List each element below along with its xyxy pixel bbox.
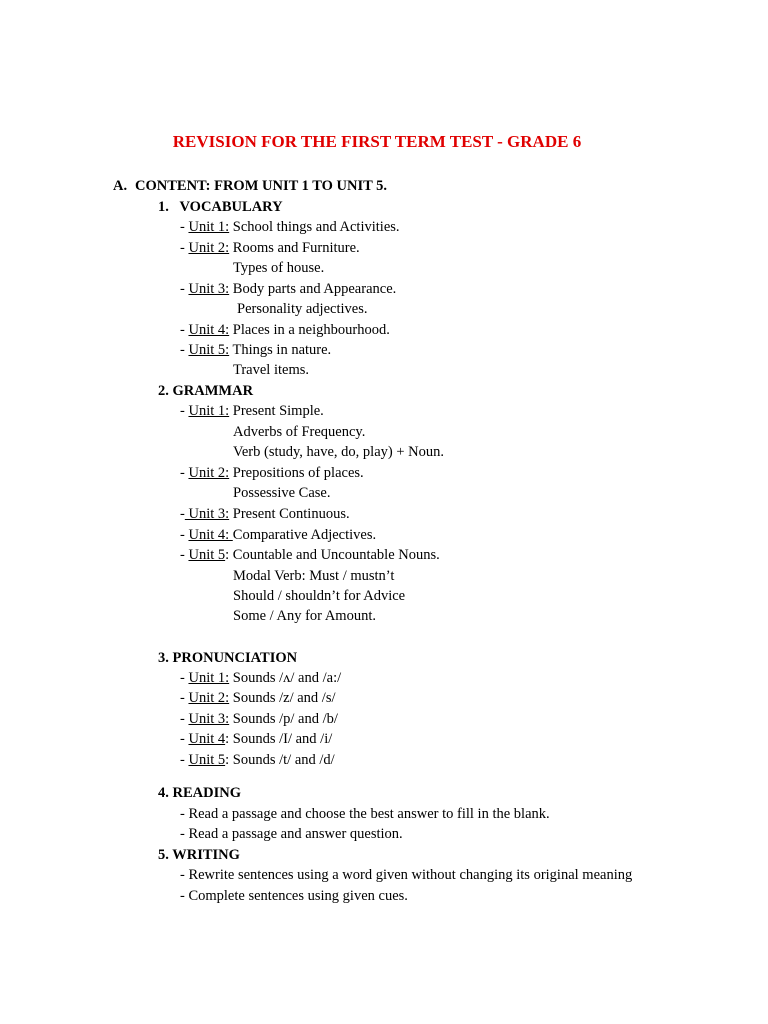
vocab-unit-3-cont-1: Personality adjectives.: [237, 301, 368, 317]
grammar-unit-5-cont-2: Should / shouldn’t for Advice: [233, 588, 406, 604]
grammar-unit-4-label: Unit 4:: [188, 527, 233, 543]
writing-heading: 5. WRITING: [158, 847, 240, 863]
vocab-unit-2-line: - Unit 2: Rooms and Furniture.: [180, 240, 360, 256]
section-a-heading: CONTENT: FROM UNIT 1 TO UNIT 5.: [135, 178, 388, 194]
vocab-unit-5-line: - Unit 5: Things in nature.: [180, 342, 332, 358]
vocabulary-heading: 1. VOCABULARY: [158, 199, 283, 215]
pron-unit-4-label: Unit 4: [188, 731, 226, 747]
pron-unit-3-line: - Unit 3: Sounds /p/ and /b/: [180, 711, 338, 727]
grammar-unit-4-line: - Unit 4: Comparative Adjectives.: [180, 527, 377, 543]
writing-item-2: - Complete sentences using given cues.: [180, 888, 408, 904]
section-a-marker: A.: [113, 178, 128, 194]
grammar-unit-2-label: Unit 2:: [188, 465, 230, 481]
grammar-unit-1-label: Unit 1:: [188, 403, 230, 419]
grammar-unit-1-cont-2: Verb (study, have, do, play) + Noun.: [233, 444, 445, 460]
vocab-unit-3-line: - Unit 3: Body parts and Appearance.: [180, 281, 397, 297]
grammar-unit-2-cont-1: Possessive Case.: [233, 485, 331, 501]
reading-item-2: - Read a passage and answer question.: [180, 826, 403, 842]
writing-item-1: - Rewrite sentences using a word given without changing its original meaning: [180, 867, 633, 883]
pron-unit-1-line: - Unit 1: Sounds /ʌ/ and /a:/: [180, 670, 342, 686]
vocab-unit-1-label: Unit 1:: [188, 219, 230, 235]
vocab-unit-4-line: - Unit 4: Places in a neighbourhood.: [180, 322, 390, 338]
vocab-unit-5-label: Unit 5:: [188, 342, 230, 358]
reading-item-1: - Read a passage and choose the best answer to fill in the blank.: [180, 806, 550, 822]
page-title: REVISION FOR THE FIRST TERM TEST - GRADE 6: [172, 132, 582, 151]
pron-unit-2-line: - Unit 2: Sounds /z/ and /s/: [180, 690, 336, 706]
vocab-unit-5-cont-1: Travel items.: [233, 362, 309, 378]
vocab-unit-1-line: - Unit 1: School things and Activities.: [180, 219, 400, 235]
grammar-unit-1-cont-1: Adverbs of Frequency.: [233, 424, 366, 440]
grammar-unit-5-cont-1: Modal Verb: Must / mustn’t: [233, 568, 395, 584]
vocab-unit-2-cont-1: Types of house.: [233, 260, 325, 276]
grammar-unit-2-line: - Unit 2: Prepositions of places.: [180, 465, 364, 481]
pron-unit-2-label: Unit 2:: [188, 690, 230, 706]
pronunciation-heading: 3. PRONUNCIATION: [158, 650, 298, 666]
pron-unit-5-label: Unit 5: [188, 752, 226, 768]
pron-unit-4-line: - Unit 4: Sounds /I/ and /i/: [180, 731, 333, 747]
pron-unit-1-label: Unit 1:: [188, 670, 230, 686]
vocab-unit-2-label: Unit 2:: [188, 240, 230, 256]
grammar-unit-3-label: Unit 3:: [184, 506, 230, 522]
pron-unit-5-line: - Unit 5: Sounds /t/ and /d/: [180, 752, 335, 768]
grammar-heading: 2. GRAMMAR: [158, 383, 254, 399]
vocab-unit-3-label: Unit 3:: [188, 281, 230, 297]
grammar-unit-5-cont-3: Some / Any for Amount.: [233, 608, 376, 624]
grammar-unit-5-line: - Unit 5: Countable and Uncountable Nouns.: [180, 547, 440, 563]
reading-heading: 4. READING: [158, 785, 241, 801]
grammar-unit-5-label: Unit 5: [188, 547, 226, 563]
vocab-unit-4-label: Unit 4:: [188, 322, 230, 338]
pron-unit-3-label: Unit 3:: [188, 711, 230, 727]
grammar-unit-3-line: - Unit 3: Present Continuous.: [180, 506, 350, 522]
grammar-unit-1-line: - Unit 1: Present Simple.: [180, 403, 324, 419]
